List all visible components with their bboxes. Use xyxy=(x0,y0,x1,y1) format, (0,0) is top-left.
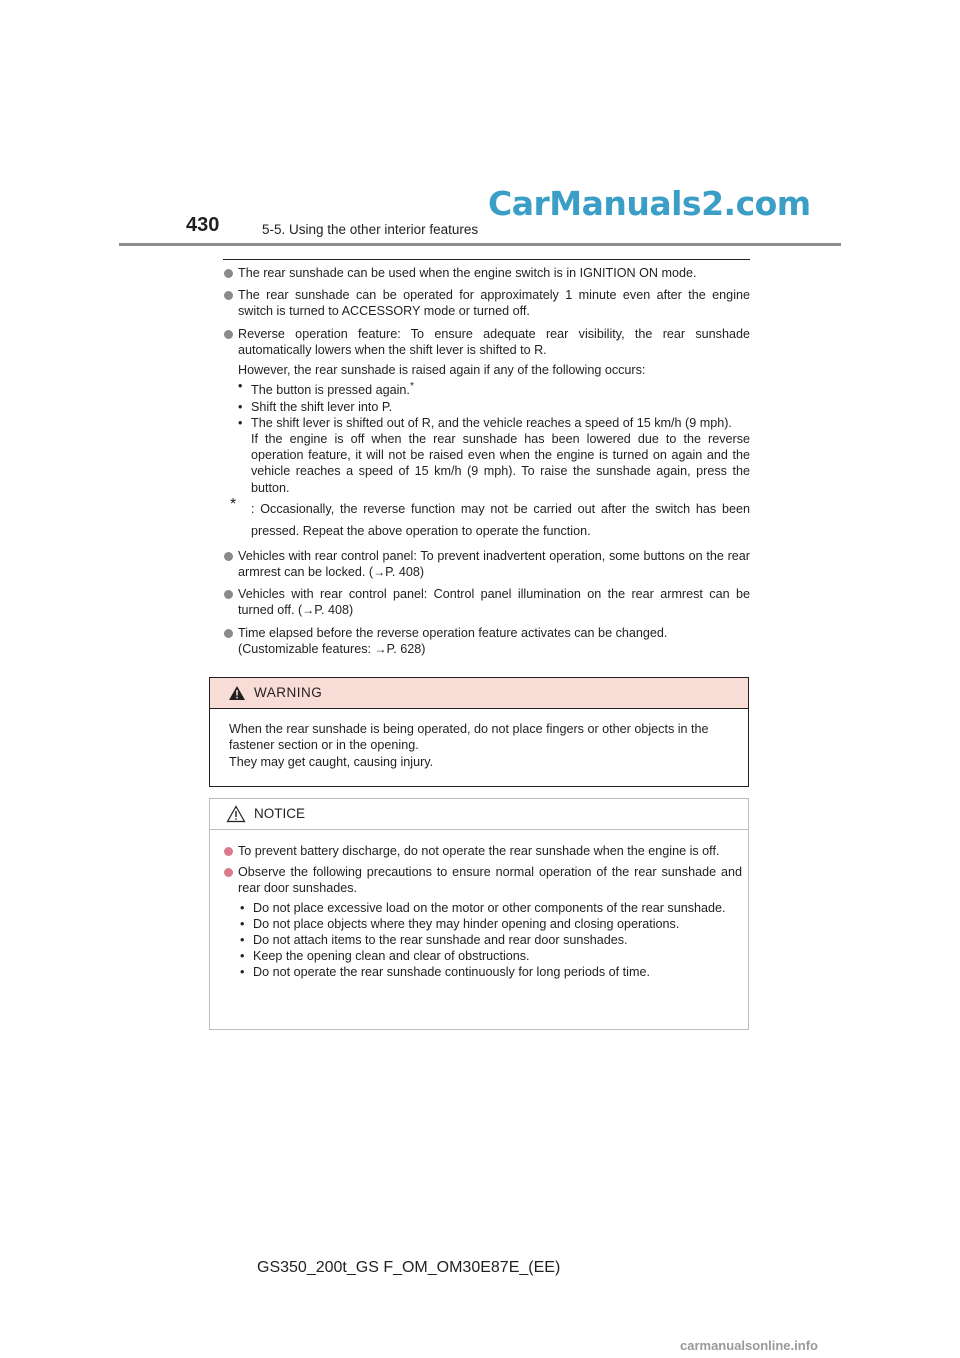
page-reference-link[interactable]: P. 408) xyxy=(314,603,354,618)
document-code: GS350_200t_GS F_OM_OM30E87E_(EE) xyxy=(257,1259,561,1276)
list-item: • Do not attach items to the rear sunshade and rear door sunshades. xyxy=(240,933,628,948)
notice-label: NOTICE xyxy=(254,806,306,821)
note-item: Vehicles with rear control panel: To prevent inadvertent operation, some buttons on the rear armrest can be locked. (→P. 408) xyxy=(223,548,750,580)
notes-section xyxy=(223,265,750,663)
page-reference-link[interactable]: P. 408) xyxy=(385,565,425,580)
section-title: 5-5. Using the other interior features xyxy=(262,222,479,237)
notice-sublist xyxy=(238,900,742,981)
warning-text: They may get caught, causing injury. xyxy=(229,754,434,769)
note-item-reverse-operation: Reverse operation feature: To ensure adequate rear visibility, the rear sunshade automatically lowers when the shift lever is shifted to R. However, the rear sunshade is raised again if any of the following occurs: • The button is pressed again.* • Shift the shift lever into P. • The shift lever is shifted out of R, and the vehicle reaches a speed of 15 km/h (9 mph). If the engine is off when the rear sunshade has been lowered due to the reverse operation feature, it will not be raised even when the engine is turned on again and the vehicle reaches a speed of 15 km/h (9 mph). To raise the sunshade again, press the button. * : Occasionally, the reverse function may not be carried out after the switch has been pressed. Repeat the above operation to operate the function. xyxy=(223,326,750,542)
list-item: • Shift the shift lever into P. xyxy=(238,399,393,414)
watermark-logo: CarManuals2.com xyxy=(488,184,811,223)
note-item: Vehicles with rear control panel: Control panel illumination on the rear armrest can be turned off. (→P. 408) xyxy=(223,586,750,618)
warning-triangle-icon xyxy=(228,685,246,706)
circle-bullet-icon xyxy=(224,552,233,561)
asterisk-mark: * xyxy=(409,380,415,393)
list-item: • Do not place objects where they may hinder opening and closing operations. xyxy=(240,916,680,931)
circle-bullet-icon xyxy=(224,291,233,300)
notice-header xyxy=(210,799,748,830)
page-number: 430 xyxy=(186,214,220,236)
footnote: * : Occasionally, the reverse function may not be carried out after the switch has been pressed. Repeat the above operation to operate the function. xyxy=(230,495,750,538)
note-extra: However, the rear sunshade is raised again if any of the following occurs: xyxy=(238,363,646,378)
circle-bullet-icon xyxy=(224,590,233,599)
list-item: • Do not operate the rear sunshade continuously for long periods of time. xyxy=(240,965,650,980)
notes-divider xyxy=(223,259,750,260)
circle-bullet-icon xyxy=(224,269,233,278)
arrow-right-icon: → xyxy=(374,641,387,656)
circle-bullet-icon xyxy=(224,330,233,339)
warning-box xyxy=(209,677,749,787)
note-item: Time elapsed before the reverse operation feature activates can be changed. (Customizable features: →P. 628) xyxy=(223,625,750,657)
note-item: The rear sunshade can be used when the engine switch is in IGNITION ON mode. xyxy=(223,265,750,281)
warning-body xyxy=(210,709,748,770)
arrow-right-icon: → xyxy=(302,603,315,618)
list-item: • The button is pressed again.* xyxy=(238,379,415,398)
warning-text: When the rear sunshade is being operated, do not place fingers or other objects in the fastener section or in the opening. xyxy=(229,722,709,753)
circle-bullet-icon xyxy=(224,868,233,877)
warning-label: WARNING xyxy=(254,685,323,700)
circle-bullet-icon xyxy=(224,847,233,856)
note-item: The rear sunshade can be operated for approximately 1 minute even after the engine switch is turned to ACCESSORY mode or turned off. xyxy=(223,287,750,319)
notice-item: Observe the following precautions to ensure normal operation of the rear sunshade and rear door sunshades. • Do not place excessive load on the motor or other components of the rear sunshade. • Do not place objects where they may hinder opening and closing operations. • Do not attach items to the rear sunshade and rear door sunshades. • Keep the opening clean and clear of obstructions. • Do not operate the rear sunshade continuously for long periods of time. xyxy=(223,864,742,980)
warning-header xyxy=(210,678,748,709)
caution-triangle-icon xyxy=(226,805,246,828)
list-item: • Do not place excessive load on the motor or other components of the rear sunshade. xyxy=(240,900,726,915)
notice-box xyxy=(209,798,749,1030)
list-item: • Keep the opening clean and clear of obstructions. xyxy=(240,949,530,964)
watermark-footer: carmanualsonline.info xyxy=(680,1338,818,1353)
header-divider xyxy=(119,243,841,246)
notice-body xyxy=(210,830,748,981)
list-item: • The shift lever is shifted out of R, and the vehicle reaches a speed of 15 km/h (9 mph). xyxy=(238,415,732,430)
page-reference-link[interactable]: P. 628) xyxy=(386,641,426,656)
notice-item: To prevent battery discharge, do not operate the rear sunshade when the engine is off. xyxy=(223,843,742,859)
arrow-right-icon: → xyxy=(373,565,386,580)
list-item-continuation: If the engine is off when the rear sunshade has been lowered due to the reverse operation feature, it will not be raised even when the engine is turned on again and the vehicle reaches a speed of 15 km/h (9 mph). To raise the sunshade again, press the button. xyxy=(251,432,750,495)
circle-bullet-icon xyxy=(224,629,233,638)
